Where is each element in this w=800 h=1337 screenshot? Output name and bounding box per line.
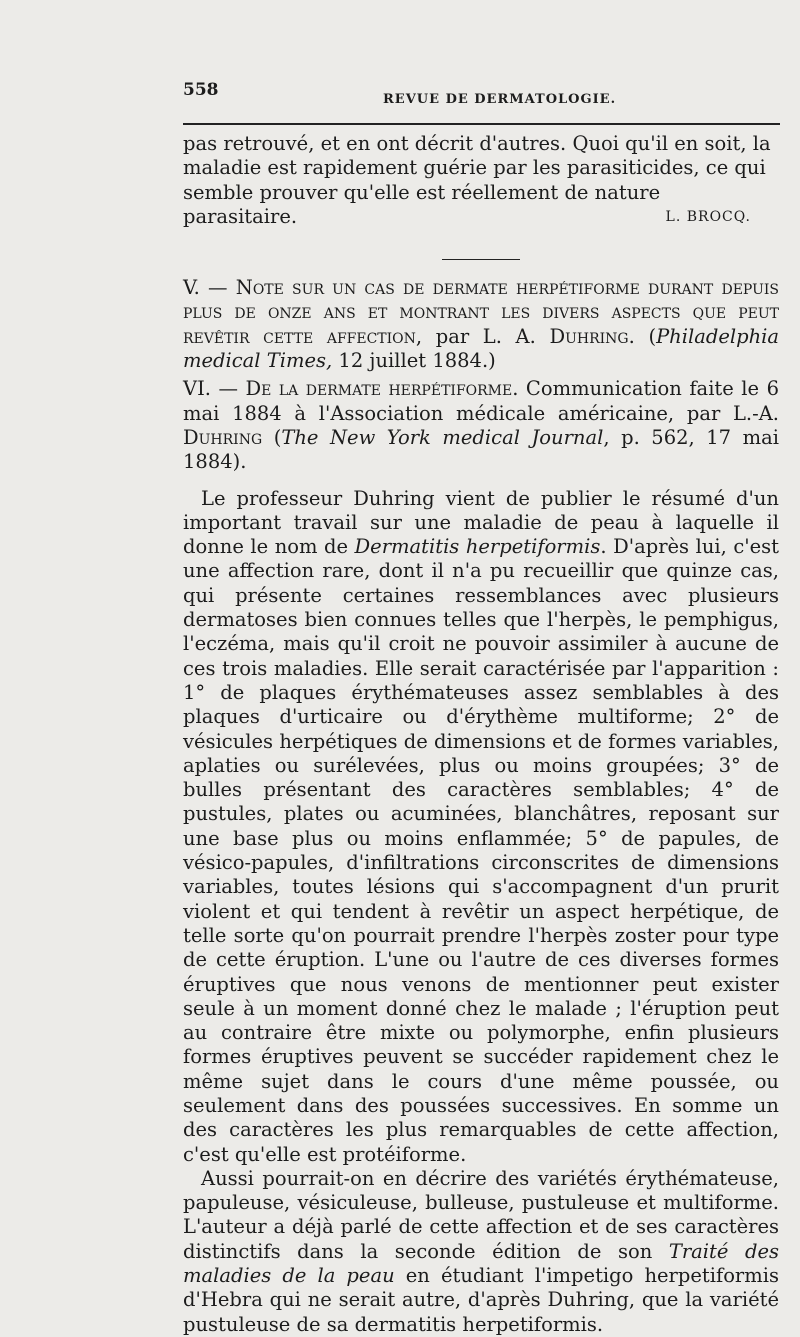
author-signature: L. BROCQ. <box>665 208 751 225</box>
body-p2-part2: en étudiant l'impetigo herpetiformis d'Hebra qui ne serait autre, d'après Duhring, que la variété pustuleuse de sa dermatitis herpetiformis. <box>183 1264 779 1336</box>
item-v-ref-open: . ( <box>628 324 657 348</box>
page-number: 558 <box>183 80 219 100</box>
item-v-journal: Philadelphia medical Times, <box>183 324 780 373</box>
continued-paragraph <box>183 132 779 229</box>
page-content <box>183 132 779 1337</box>
item-vi-ref-open: ( <box>262 425 282 449</box>
body-p2-part1: Aussi pourrait-on en décrire des variétés érythémateuse, papuleuse, vésiculeuse, bulleuse, pustuleuse et multiforme. L'auteur a déjà parlé de cette affection et de ses caractères distinctifs dans la seconde édition de son <box>183 1166 779 1263</box>
item-vi-author: Duhring <box>183 425 263 449</box>
item-vi-ref-close: , p. 562, 17 mai 1884). <box>183 425 779 474</box>
item-v-by: par L. A. <box>422 324 550 348</box>
item-v-author: Duhring <box>549 324 629 348</box>
body-paragraph-1 <box>183 487 779 1167</box>
item-vi-title: De la dermate herpétiforme <box>245 377 513 401</box>
running-title: REVUE DE DERMATOLOGIE. <box>383 92 617 107</box>
item-vi-number: VI. — <box>183 377 246 401</box>
item-v-ref-close: 12 juillet 1884.) <box>332 349 496 373</box>
body-p1-part2: . D'après lui, c'est une affection rare, dont il n'a pu recueillir que quinze cas, qui présente certaines ressemblances avec plusieurs dermatoses bien connues telles que l'herpès, le pemphigus, l'eczéma, mais qu'il croit ne pouvoir assimiler à aucune de ces trois maladies. Elle serait caractérisée par l'apparition : 1° de plaques érythémateuses assez semblables à des plaques d'urticaire ou d'érythème multiforme; 2° de vésicules herpétiques de dimensions et de formes variables, aplaties ou surélevées, plus ou moins groupées; 3° de bulles présentant des caractères semblables; 4° de pustules, plates ou acuminées, blanchâtres, reposant sur une base plus ou moins enflammée; 5° de papules, de vésico-papules, d'infiltrations circonscrites de dimensions variables, toutes lésions qui s'accompagnent d'un prurit violent et qui tendent à revêtir un aspect herpétique, de telle sorte qu'on pourrait prendre l'herpès zoster pour type de cette éruption. L'une ou l'autre de ces diverses formes éruptives que nous venons de mentionner peut exister seule à un moment donné chez le malade ; l'éruption peut au contraire être mixte ou polymorphe, enfin plusieurs formes éruptives peuvent se succéder rapidement chez le même sujet dans le cours d'une même poussée, ou seulement dans des poussées successives. En somme un des caractères les plus remarquables de cette affection, c'est qu'elle est protéiforme. <box>183 535 779 1166</box>
header-rule <box>183 123 780 125</box>
item-vi <box>183 377 779 474</box>
body-p2-book: Traité des maladies de la peau <box>183 1239 779 1288</box>
body-p1-part1: Le professeur Duhring vient de publier le résumé d'un important travail sur une maladie de peau à laquelle il donne le nom de <box>183 486 779 559</box>
section-divider <box>442 259 520 260</box>
body-p1-term: Dermatitis herpetiformis <box>354 535 601 559</box>
continued-text: pas retrouvé, et en ont décrit d'autres. Quoi qu'il en soit, la maladie est rapidement guérie par les parasiticides, ce qui semble prouver qu'elle est réellement de nature parasitaire. <box>183 132 771 228</box>
item-v-number: V. — <box>183 276 236 300</box>
page-header <box>183 80 783 110</box>
item-v-title: Note sur un cas de dermate herpétiforme durant depuis plus de onze ans et montrant les divers aspects que peut revêtir cette affection, <box>183 276 780 348</box>
item-v <box>183 276 779 373</box>
item-vi-journal: The New York medical Journal <box>281 425 604 449</box>
item-vi-text: . Communication faite le 6 mai 1884 à l'Association médicale américaine, par L.-A. <box>183 377 779 425</box>
body-paragraph-2 <box>183 1167 779 1337</box>
